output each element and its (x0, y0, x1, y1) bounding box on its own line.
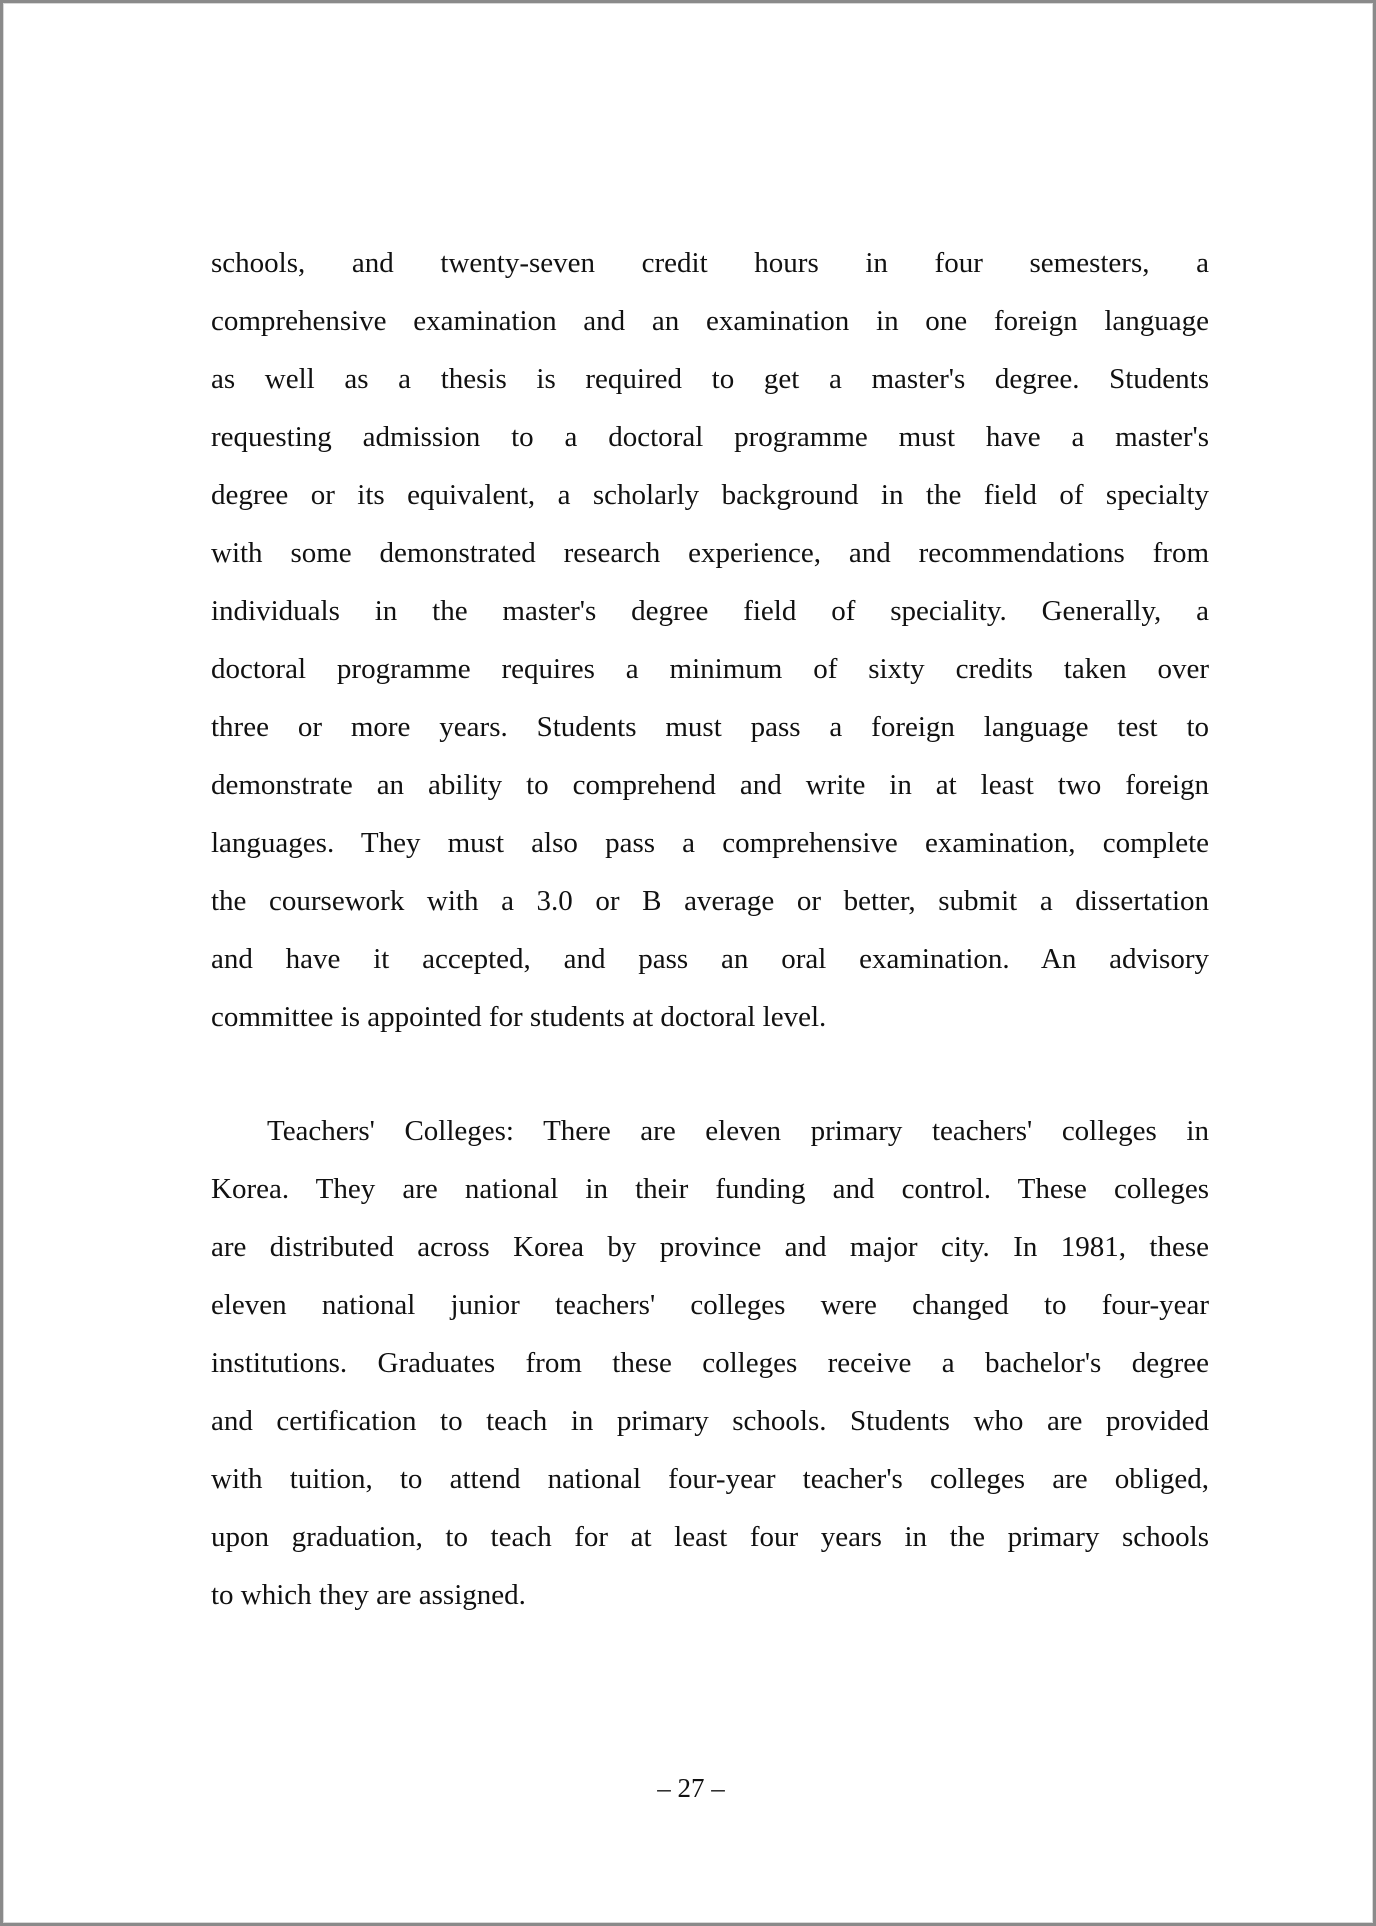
text-line: and have it accepted, and pass an oral examination. An advisory (211, 943, 1209, 975)
text-line: and certification to teach in primary schools. Students who are provided (211, 1405, 1209, 1437)
text-line: three or more years. Students must pass a foreign language test to (211, 711, 1209, 743)
text-line: doctoral programme requires a minimum of sixty credits taken over (211, 653, 1209, 685)
text-line: schools, and twenty-seven credit hours in four semesters, a (211, 247, 1209, 279)
text-line: institutions. Graduates from these colleges receive a bachelor's degree (211, 1347, 1209, 1379)
text-line: Teachers' Colleges: There are eleven primary teachers' colleges in (267, 1115, 1209, 1147)
text-line: with some demonstrated research experience, and recommendations from (211, 537, 1209, 569)
text-line: to which they are assigned. (211, 1579, 526, 1611)
text-line: the coursework with a 3.0 or B average or better, submit a dissertation (211, 885, 1209, 917)
text-line: upon graduation, to teach for at least four years in the primary schools (211, 1521, 1209, 1553)
page-number: – 27 – (657, 1773, 725, 1803)
text-line: comprehensive examination and an examination in one foreign language (211, 305, 1209, 337)
paragraph-graduate-programmes (211, 239, 1209, 1051)
paragraph-teachers-colleges (211, 1107, 1209, 1629)
text-line: individuals in the master's degree field of speciality. Generally, a (211, 595, 1209, 627)
text-line: Korea. They are national in their funding and control. These colleges (211, 1173, 1209, 1205)
text-line: committee is appointed for students at doctoral level. (211, 1001, 827, 1033)
text-line: eleven national junior teachers' colleges were changed to four-year (211, 1289, 1209, 1321)
text-line: as well as a thesis is required to get a master's degree. Students (211, 363, 1209, 395)
text-line: demonstrate an ability to comprehend and write in at least two foreign (211, 769, 1209, 801)
text-line: with tuition, to attend national four-year teacher's colleges are obliged, (211, 1463, 1209, 1495)
text-line: requesting admission to a doctoral programme must have a master's (211, 421, 1209, 453)
text-line: languages. They must also pass a comprehensive examination, complete (211, 827, 1209, 859)
text-line: degree or its equivalent, a scholarly background in the field of specialty (211, 479, 1209, 511)
text-line: are distributed across Korea by province and major city. In 1981, these (211, 1231, 1209, 1263)
